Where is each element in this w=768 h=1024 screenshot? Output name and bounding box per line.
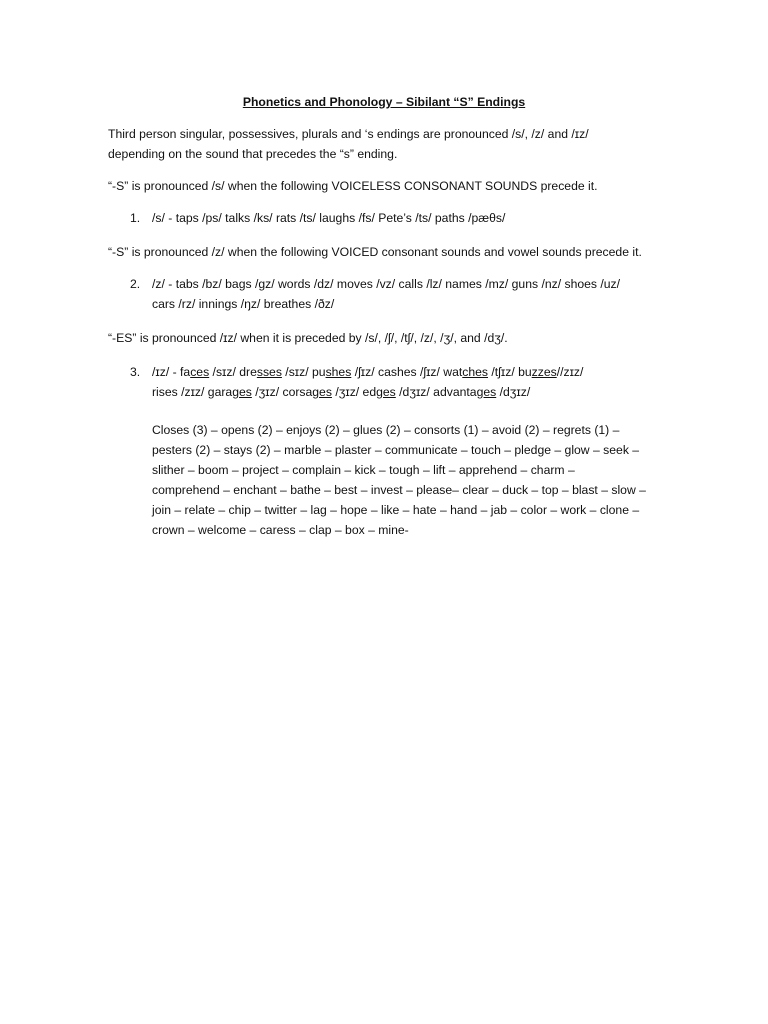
- intro-line-2: depending on the sound that precedes the “s” ending.: [108, 147, 398, 161]
- list-item-line-2: [152, 382, 660, 402]
- list-item-line-2: cars /rz/ innings /ŋz/ breathes /ðz/: [152, 297, 335, 311]
- text-run: rises /zɪz/ gara: [152, 385, 233, 399]
- underlined-ending: zzes: [531, 365, 557, 379]
- underlined-ending: ches: [462, 365, 489, 379]
- list-item-line-1: [152, 362, 660, 382]
- list-number: 3.: [130, 365, 141, 379]
- intro-line-1: Third person singular, possessives, plurals and ‘s endings are pronounced /s/, /z/ and /ɪz/: [108, 127, 589, 141]
- list-number: 1.: [130, 211, 141, 225]
- underlined-ending: ges: [376, 385, 396, 399]
- text-run: /ɪz/ - fa: [152, 365, 191, 379]
- list-item-text: /s/ - taps /ps/ talks /ks/ rats /ts/ laughs /fs/ Pete’s /ts/ paths /pæθs/: [152, 211, 506, 225]
- word-list-line: join – relate – chip – twitter – lag – hope – like – hate – hand – jab – color – work – clone –: [152, 503, 640, 517]
- text-run: /sɪz/ dre: [209, 365, 257, 379]
- underlined-ending: sses: [256, 365, 282, 379]
- list-number: 2.: [130, 277, 141, 291]
- intro-paragraph: [108, 124, 668, 164]
- list-item-line-1: /z/ - tabs /bz/ bags /gz/ words /dz/ moves /vz/ calls /lz/ names /mz/ guns /nz/ shoes /uz/: [152, 277, 621, 291]
- text-run: /ʒɪz/ corsa: [251, 385, 313, 399]
- word-list-line: comprehend – enchant – bathe – best – invest – please– clear – duck – top – blast – slow –: [152, 483, 646, 497]
- text-run: //zɪz/: [556, 365, 584, 379]
- list-item-text: [152, 274, 660, 314]
- word-list-line: pesters (2) – stays (2) – marble – plaster – communicate – touch – pledge – glow – seek –: [152, 443, 640, 457]
- underlined-ending: ces: [190, 365, 210, 379]
- word-list-line: slither – boom – project – complain – kick – tough – lift – apprehend – charm –: [152, 463, 575, 477]
- word-list-line: Closes (3) – opens (2) – enjoys (2) – glues (2) – consorts (1) – avoid (2) – regrets (1) –: [152, 423, 620, 437]
- page-title: Phonetics and Phonology – Sibilant “S” Endings: [242, 95, 526, 109]
- list-item-text: [152, 362, 660, 402]
- underlined-ending: ges: [232, 385, 252, 399]
- rule-s-paragraph: “-S” is pronounced /s/ when the following VOICELESS CONSONANT SOUNDS precede it.: [108, 179, 598, 193]
- text-run: /dʒɪz/ advanta: [395, 385, 477, 399]
- underlined-ending: ges: [476, 385, 497, 399]
- text-run: /ʒɪz/ ed: [331, 385, 377, 399]
- underlined-ending: ges: [312, 385, 332, 399]
- underlined-ending: shes: [325, 365, 352, 379]
- word-list-line: crown – welcome – caress – clap – box – mine-: [152, 523, 409, 537]
- text-run: /dʒɪz/: [496, 385, 531, 399]
- text-run: /tʃɪz/ bu: [488, 365, 532, 379]
- text-run: /ʃɪz/ cashes /ʃɪz/ wat: [351, 365, 463, 379]
- rule-z-paragraph: “-S” is pronounced /z/ when the following VOICED consonant sounds and vowel sounds precede it.: [108, 245, 642, 259]
- rule-iz-paragraph: “-ES” is pronounced /ɪz/ when it is preceded by /s/, /ʃ/, /tʃ/, /z/, /ʒ/, and /dʒ/.: [108, 331, 508, 345]
- word-list-paragraph: [152, 420, 664, 540]
- text-run: /sɪz/ pu: [281, 365, 326, 379]
